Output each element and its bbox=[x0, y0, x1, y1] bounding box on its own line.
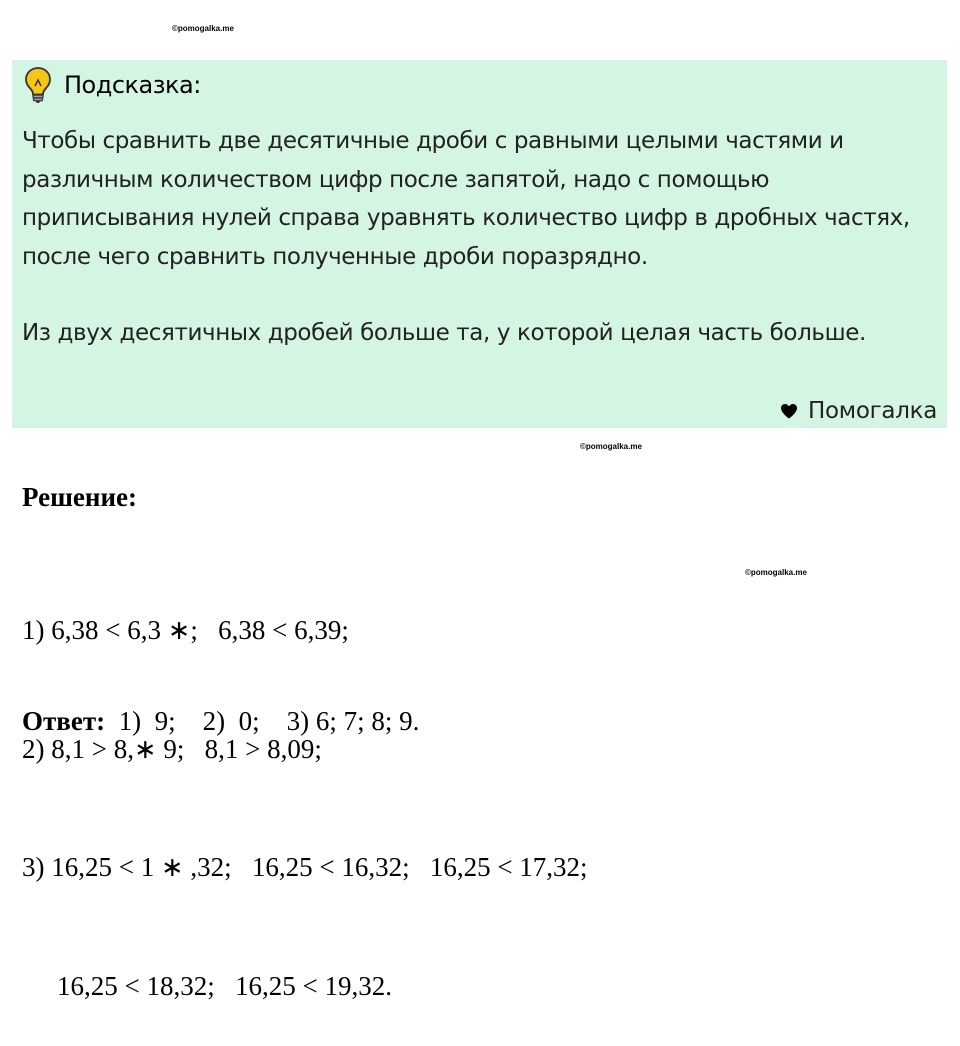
solution-line-1: 1) 6,38 < 6,3 ∗; 6,38 < 6,39; bbox=[22, 615, 349, 645]
signature bbox=[780, 398, 937, 424]
watermark: ©pomogalka.me bbox=[580, 442, 642, 451]
answer-text: 1) 9; 2) 0; 3) 6; 7; 8; 9. bbox=[105, 706, 420, 736]
hint-paragraph-1: Чтобы сравнить две десятичные дроби с равными целыми частями и различным количеством цифр после запятой, надо с помощью приписывания нулей справа уравнять количество цифр в дробных частях, после чего сравнить полученные дроби поразрядно. bbox=[22, 128, 910, 270]
solution-line-3: 3) 16,25 < 1 ∗ ,32; 16,25 < 16,32; 16,25 < 17,32; bbox=[22, 852, 588, 882]
lightbulb-icon bbox=[24, 66, 52, 104]
hint-title: Подсказка: bbox=[64, 71, 201, 99]
solution-lines bbox=[22, 532, 588, 1046]
solution-line-2: 2) 8,1 > 8,∗ 9; 8,1 > 8,09; bbox=[22, 733, 322, 764]
hint-header bbox=[24, 66, 201, 104]
hint-paragraph-2: Из двух десятичных дробей больше та, у которой целая часть больше. bbox=[22, 320, 866, 346]
hint-text bbox=[22, 122, 942, 353]
answer bbox=[22, 706, 419, 737]
watermark: ©pomogalka.me bbox=[172, 24, 234, 33]
solution-line-4: 16,25 < 18,32; 16,25 < 19,32. bbox=[57, 970, 392, 1001]
solution-title: Решение: bbox=[22, 482, 137, 512]
hint-box bbox=[12, 60, 947, 428]
answer-label: Ответ: bbox=[22, 706, 106, 736]
watermark: ©pomogalka.me bbox=[745, 568, 807, 577]
signature-text: Помогалка bbox=[808, 398, 937, 424]
heart-icon bbox=[780, 403, 798, 419]
